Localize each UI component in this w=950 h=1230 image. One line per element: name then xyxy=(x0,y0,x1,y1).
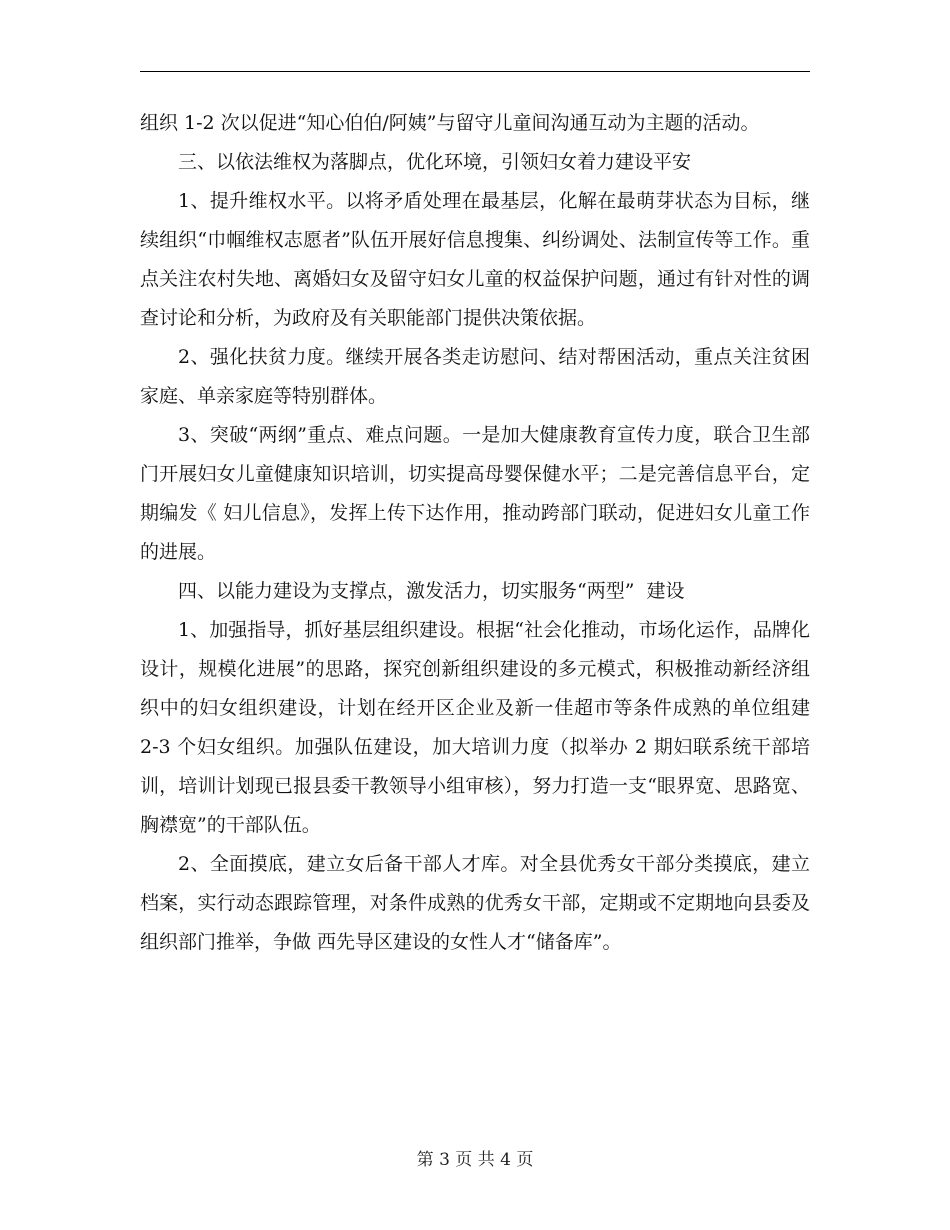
paragraph-rights-level: 1、提升维权水平。以将矛盾处理在最基层，化解在最萌芽状态为目标，继续组织“巾帼维权志愿者”队伍开展好信息搜集、纠纷调处、法制宣传等工作。重点关注农村失地、离婚妇女及留守妇女儿童的权益保护问题，通过有针对性的调查讨论和分析，为政府及有关职能部门提供决策依据。 xyxy=(140,190,810,329)
document-body xyxy=(140,104,817,962)
paragraph-grassroots-guidance: 1、加强指导，抓好基层组织建设。根据“社会化推动，市场化运作，品牌化设计，规模化进展”的思路，探究创新组织建设的多元模式，积极推动新经济组织中的妇女组织建设，计划在经开区企业及新一佳超市等条件成熟的单位组建 2-3 个妇女组织。加强队伍建设，加大培训力度（拟举办 2 期妇联系统干部培训，培训计划现已报县委干教领导小组审核），努力打造一支“眼界宽、思路宽、胸襟宽”的干部队伍。 xyxy=(140,619,817,836)
paragraph-poverty-relief: 2、强化扶贫力度。继续开展各类走访慰问、结对帮困活动，重点关注贫困家庭、单亲家庭等特别群体。 xyxy=(140,346,810,407)
paragraph-talent-pool: 2、全面摸底，建立女后备干部人才库。对全县优秀女干部分类摸底，建立档案，实行动态跟踪管理，对条件成熟的优秀女干部，定期或不定期地向县委及组织部门推举，争做 西先导区建设的女性人才“储备库”。 xyxy=(140,853,810,953)
section-heading-4: 四、以能力建设为支撑点，激发活力，切实服务“两型” 建设 xyxy=(178,580,685,602)
header-rule xyxy=(140,71,810,72)
paragraph-continuation: 组织 1-2 次以促进“知心伯伯/阿姨”与留守儿童间沟通互动为主题的活动。 xyxy=(140,112,760,134)
page-number: 第 3 页 共 4 页 xyxy=(416,1150,534,1170)
section-heading-3: 三、以依法维权为落脚点，优化环境，引领妇女着力建设平安 xyxy=(178,151,692,173)
paragraph-two-outlines: 3、突破“两纲”重点、难点问题。一是加大健康教育宣传力度，联合卫生部门开展妇女儿童健康知识培训，切实提高母婴保健水平；二是完善信息平台，定期编发《 妇儿信息》，发挥上传下达作用，推动跨部门联动，促进妇女儿童工作的进展。 xyxy=(140,424,810,563)
